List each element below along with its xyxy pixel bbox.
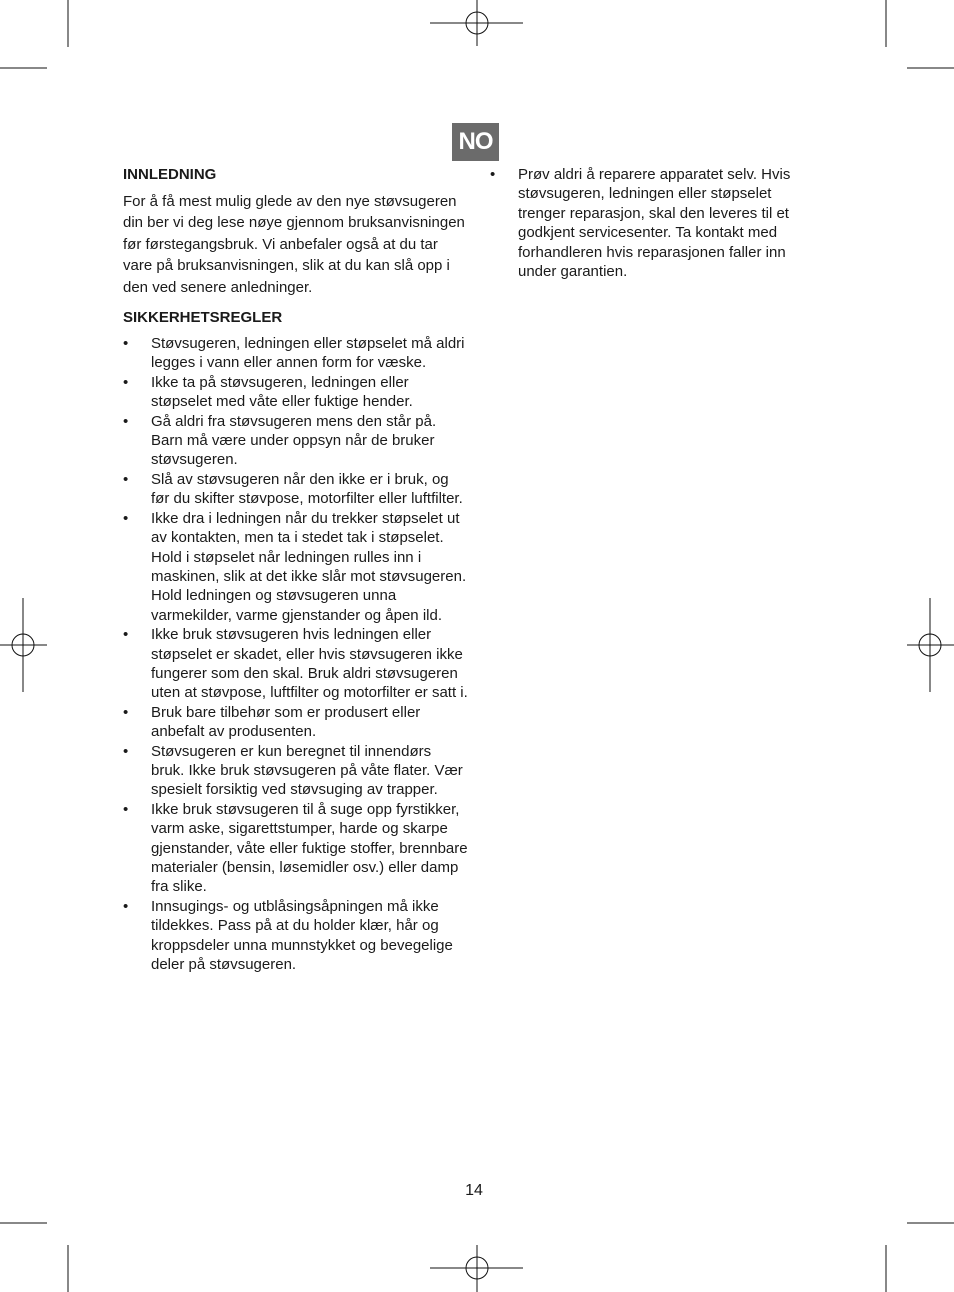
bullet: • — [490, 166, 496, 183]
list-item-text: Ikke dra i ledningen når du trekker støpselet ut av kontakten, men ta i stedet tak i støpselet. Hold i støpselet når ledningen rulles inn i maskinen, slik at det ikke slår mot støvsugeren. Hold ledningen og støvsugeren unna varmekilder, varme gjenstander og åpen ild. — [151, 509, 467, 624]
bullet: • — [123, 335, 129, 353]
list-item-text: Ikke ta på støvsugeren, ledningen eller støpselet med våte eller fuktige hender. — [151, 373, 413, 411]
bullet: • — [123, 742, 129, 760]
list-item-text: Støvsugeren er kun beregnet til innendørs bruk. Ikke bruk støvsugeren på våte flater. Vær spesielt forsiktig ved støvsuging av trapper. — [151, 742, 463, 799]
left-column — [123, 165, 468, 974]
list-item — [123, 470, 468, 509]
list-item-text: Prøv aldri å reparere apparatet selv. Hvis støvsugeren, ledningen eller støpselet trenger reparasjon, skal den leveres til et godkjent servicesenter. Ta kontakt med forhandleren hvis reparasjonen faller inn under garantien. — [518, 166, 791, 281]
list-item-text: Slå av støvsugeren når den ikke er i bruk, og før du skifter støvpose, motorfilter eller luftfilter. — [151, 470, 463, 508]
list-item-text: Innsugings- og utblåsingsåpningen må ikke tildekkes. Pass på at du holder klær, hår og kroppsdeler unna munnstykket og bevegelige deler på støvsugeren. — [151, 897, 453, 974]
list-item — [123, 800, 468, 897]
intro-heading: INNLEDNING — [123, 166, 217, 183]
bullet: • — [123, 703, 129, 721]
bullet: • — [123, 509, 129, 527]
list-item — [123, 897, 468, 975]
list-item-text: Gå aldri fra støvsugeren mens den står på. Barn må være under oppsyn når de bruker støvsugeren. — [151, 412, 437, 469]
list-item — [123, 625, 468, 703]
list-item — [123, 742, 468, 800]
bullet: • — [123, 373, 129, 391]
list-item — [123, 373, 468, 412]
bullet: • — [123, 626, 129, 644]
intro-paragraph: For å få mest mulig glede av den nye støvsugeren din ber vi deg lese nøye gjennom bruksanvisningen før førstegangsbruk. Vi anbefaler også at du tar vare på bruksanvisningen, slik at du kan slå opp i den ved senere anledninger. — [123, 193, 465, 296]
right-column — [490, 165, 810, 281]
list-item — [123, 412, 468, 470]
list-item-text: Bruk bare tilbehør som er produsert eller anbefalt av produsenten. — [151, 703, 421, 741]
bullet: • — [123, 800, 129, 818]
list-item — [123, 703, 468, 742]
bullet: • — [123, 412, 129, 430]
bullet: • — [123, 897, 129, 915]
list-item-text: Ikke bruk støvsugeren hvis ledningen eller støpselet er skadet, eller hvis støvsugeren ikke fungerer som den skal. Bruk aldri støvsugeren uten at støvpose, luftfilter og motorfilter er satt i. — [151, 626, 468, 702]
page-number: 14 — [465, 1182, 483, 1199]
safety-heading: SIKKERHETSREGLER — [123, 309, 283, 327]
list-item-text: Ikke bruk støvsugeren til å suge opp fyrstikker, varm aske, sigarettstumper, harde og skarpe gjenstander, våte eller fuktige stoffer, brennbare materialer (bensin, løsemidler osv.) eller damp fra slike. — [151, 800, 468, 896]
safety-list-continued — [490, 165, 810, 281]
bullet: • — [123, 470, 129, 488]
list-item — [123, 509, 468, 625]
list-item — [123, 334, 468, 373]
list-item — [490, 165, 810, 281]
safety-list — [123, 334, 468, 974]
language-badge: NO — [452, 123, 499, 161]
list-item-text: Støvsugeren, ledningen eller støpselet må aldri legges i vann eller annen form for væske. — [151, 335, 465, 372]
